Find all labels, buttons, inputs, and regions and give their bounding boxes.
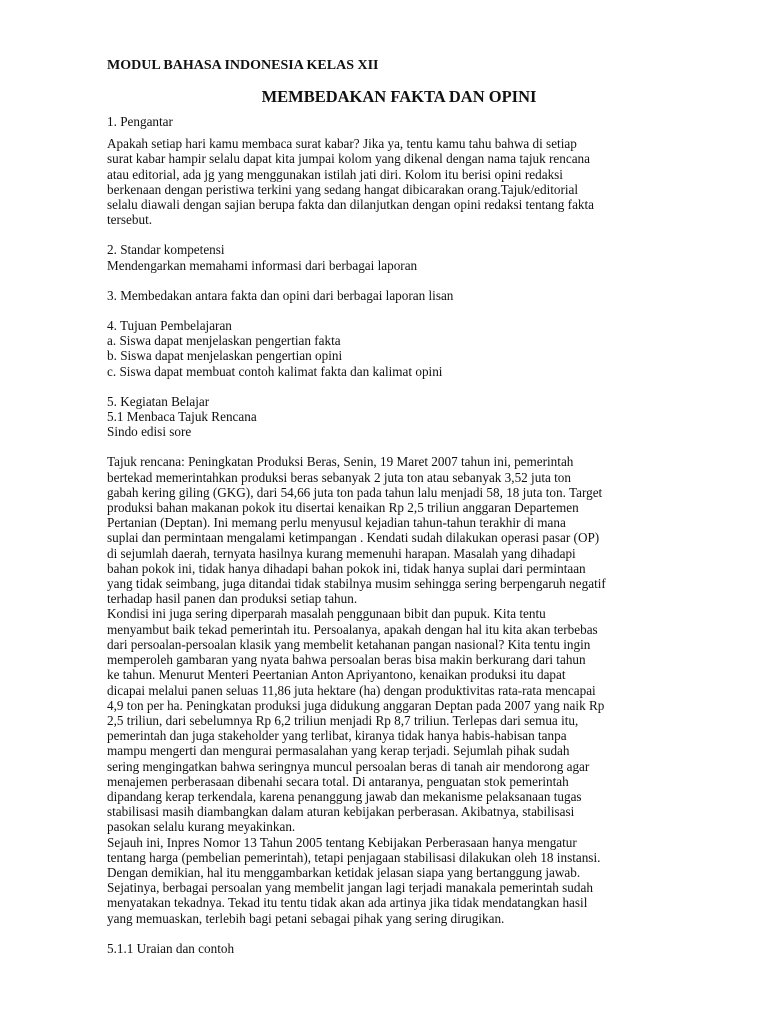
section-standar-kompetensi xyxy=(107,242,679,272)
article-line: 4,9 ton per ha. Peningkatan produksi juga didukung anggaran Deptan pada 2007 yang naik Rp xyxy=(107,697,605,713)
article-line: Sejatinya, berbagai persoalan yang membelit jangan lagi terjadi manakala pemerintah sudah xyxy=(107,880,593,896)
article-line: Sejauh ini, Inpres Nomor 13 Tahun 2005 tentang Kebijakan Perberasaan hanya mengatur xyxy=(107,834,577,850)
paragraph-line: tersebut. xyxy=(107,212,153,228)
section-pengantar xyxy=(107,114,679,227)
section-heading: 3. Membedakan antara fakta dan opini dari berbagai laporan lisan xyxy=(107,287,454,303)
article-line: tentang harga (pembelian pemerintah), tetapi penjagaan stabilisasi dilakukan oleh 18 instansi. xyxy=(107,849,601,865)
section-heading: 2. Standar kompetensi xyxy=(107,242,225,258)
list-item: a. Siswa dapat menjelaskan pengertian fakta xyxy=(107,333,341,349)
section-heading: 4. Tujuan Pembelajaran xyxy=(107,318,232,334)
paragraph-line: selalu diawali dengan sajian berupa fakta dan dilanjutkan dengan opini redaksi tentang fakta xyxy=(107,197,595,213)
article-line: mampu mengerti dan mengurai permasalahan yang kerap terjadi. Sejumlah pihak sudah xyxy=(107,743,570,759)
section-uraian xyxy=(107,941,679,956)
article-line: menyatakan tekadnya. Tekad itu tentu tidak akan ada artinya jika tidak mendatangkan hasil xyxy=(107,895,588,911)
section-heading: 5. Kegiatan Belajar xyxy=(107,393,210,409)
page-title: MEMBEDAKAN FAKTA DAN OPINI xyxy=(261,87,537,106)
document-page xyxy=(107,58,679,971)
article-line: di sejumlah daerah, ternyata hasilnya kurang memenuhi harapan. Masalah yang dihadapi xyxy=(107,545,576,561)
list-item: b. Siswa dapat menjelaskan pengertian opini xyxy=(107,348,343,364)
intro-paragraph xyxy=(107,136,679,227)
paragraph-line: atau editorial, ada jg yang menggunakan istilah jati diri. Kolom itu berisi opini redaksi xyxy=(107,166,563,182)
source-label: Sindo edisi sore xyxy=(107,424,192,440)
article-line: Pertanian (Deptan). Ini memang perlu menyusul kejadian tahun-tahun terakhir di mana xyxy=(107,515,566,531)
article-line: sering mengingatkan bahwa seringnya muncul persoalan beras di tanah air mendorong agar xyxy=(107,758,590,774)
article-line: bahan pokok ini, tidak hanya dihadapi bahan pokok ini, tidak hanya suplai dari permintaan xyxy=(107,560,586,576)
list-item: c. Siswa dapat membuat contoh kalimat fakta dan kalimat opini xyxy=(107,363,443,379)
article-line: 2,5 triliun, dari sebelumnya Rp 6,2 triliun menjadi Rp 8,7 triliun. Terlepas dari semua itu, xyxy=(107,712,579,728)
article-line: yang tidak seimbang, juga ditandai tidak stabilnya musim sehingga sering berpengaruh negatif xyxy=(107,576,606,592)
section-heading: 5.1.1 Uraian dan contoh xyxy=(107,940,235,956)
article-line: Dengan demikian, hal itu menggambarkan ketidak jelasan siapa yang bertanggung jawab. xyxy=(107,864,581,880)
article-line: produksi bahan makanan pokok itu disertai kenaikan Rp 2,5 triliun anggaran Departemen xyxy=(107,500,579,516)
article-line: stabilisasi masih diambangkan dalam aturan kebijakan perberasan. Akibatnya, stabilisasi xyxy=(107,804,575,820)
paragraph-line: berkenaan dengan peristiwa terkini yang sedang hangat dibicarakan orang.Tajuk/editorial xyxy=(107,181,579,197)
article-line: dari persoalan-persoalan klasik yang membelit ketahanan pangan nasional? Kita tentu ingin xyxy=(107,636,591,652)
section-kompetensi-dasar xyxy=(107,288,679,303)
paragraph-line: surat kabar hampir selalu dapat kita jumpai kolom yang dikenal dengan nama tajuk rencana xyxy=(107,151,591,167)
article-line: memperoleh gambaran yang nyata bahwa persoalan beras bisa makin berkurang dari tahun xyxy=(107,652,586,668)
section-heading: 1. Pengantar xyxy=(107,114,173,129)
section-kegiatan-belajar xyxy=(107,394,679,440)
article-line: Tajuk rencana: Peningkatan Produksi Beras, Senin, 19 Maret 2007 tahun ini, pemerintah xyxy=(107,454,574,470)
module-header: MODUL BAHASA INDONESIA KELAS XII xyxy=(107,58,379,73)
section-tujuan xyxy=(107,318,679,379)
article-line: menyambut baik tekad pemerintah itu. Persoalanya, apakah dengan hal itu kita akan terbebas xyxy=(107,621,598,637)
article-line: suplai dan permintaan mengalami ketimpangan . Kendati sudah dilakukan operasi pasar (OP) xyxy=(107,530,600,546)
article-line: bertekad memerintahkan produksi beras sebanyak 2 juta ton atau sebanyak 3,52 juta ton xyxy=(107,469,571,485)
section-body: Mendengarkan memahami informasi dari berbagai laporan xyxy=(107,257,418,273)
article-body xyxy=(107,454,679,925)
article-line: terhadap hasil panen dan produksi setiap tahun. xyxy=(107,591,358,607)
article-line: ke tahun. Menurut Menteri Peertanian Anton Apriyantono, kenaikan produksi itu dapat xyxy=(107,667,566,683)
article-line: yang memuaskan, terlebih bagi petani sebagai pihak yang sering dirugikan. xyxy=(107,910,505,926)
paragraph-line: Apakah setiap hari kamu membaca surat kabar? Jika ya, tentu kamu tahu bahwa di setiap xyxy=(107,136,577,152)
article-line: dicapai melalui panen seluas 11,86 juta hektare (ha) dengan produktivitas rata-rata mencapai xyxy=(107,682,596,698)
article-line: pasokan selalu kurang meyakinkan. xyxy=(107,819,296,835)
article-line: Kondisi ini juga sering diperparah masalah penggunaan bibit dan pupuk. Kita tentu xyxy=(107,606,546,622)
article-line: gabah kering giling (GKG), dari 54,66 juta ton pada tahun lalu menjadi 58, 18 juta ton. Target xyxy=(107,484,603,500)
article-line: menajemen perberasaan dibenahi secara total. Di antaranya, penguatan stok pemerintah xyxy=(107,773,569,789)
subsection-heading: 5.1 Menbaca Tajuk Rencana xyxy=(107,409,257,425)
article-line: dipandang kerap terkendala, karena penanggung jawab dan mekanisme pelaksanaan tugas xyxy=(107,788,582,804)
article-line: pemerintah dan juga stakeholder yang terlibat, kiranya tidak hanya habis-habisan tanpa xyxy=(107,728,567,744)
